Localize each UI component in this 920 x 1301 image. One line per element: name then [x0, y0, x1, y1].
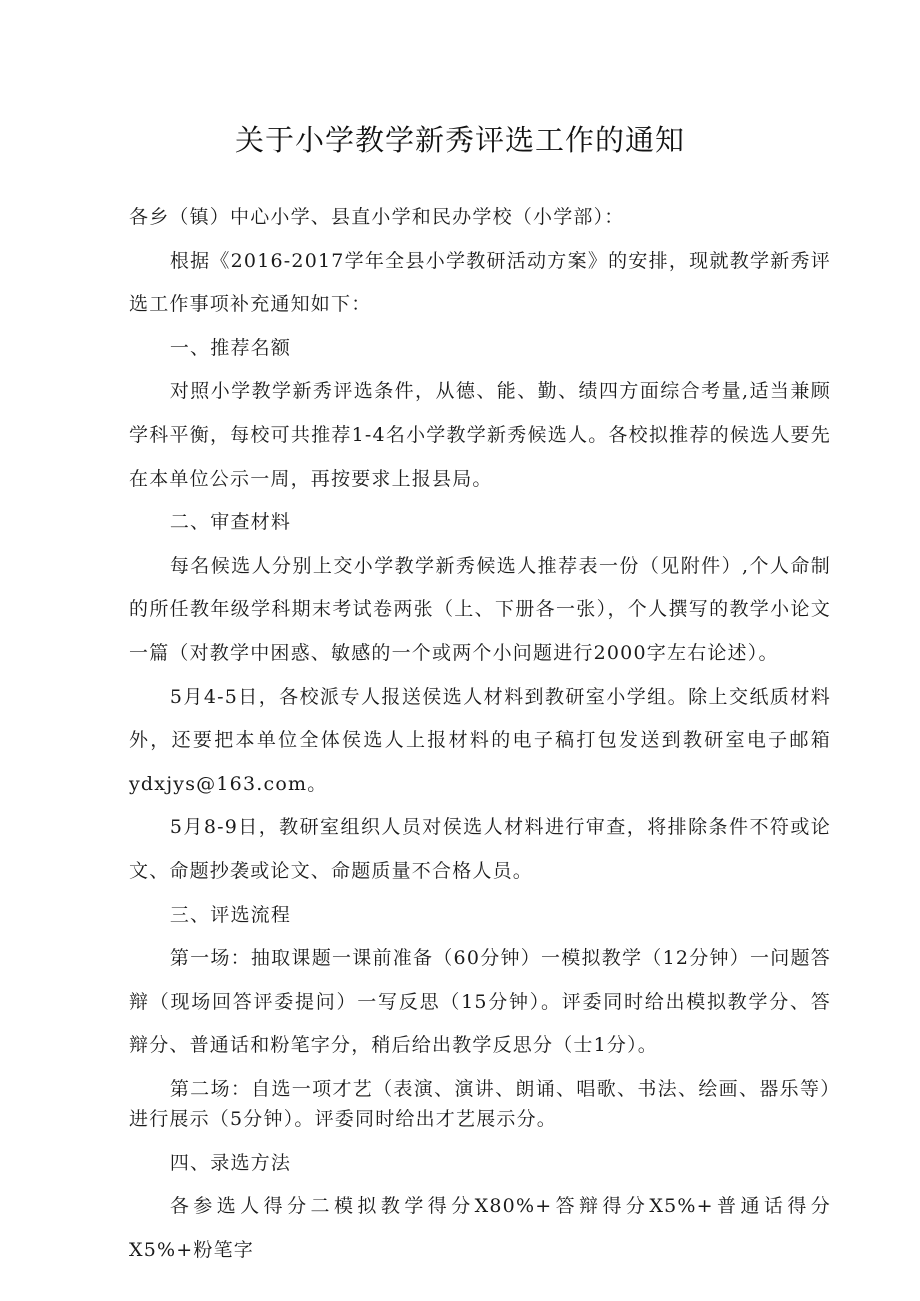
paragraph-round-two: 第二场：自选一项才艺（表演、演讲、朗诵、唱歌、书法、绘画、器乐等）进行展示（5分钟）。评委同时给出才艺展示分。: [129, 1077, 831, 1130]
section-heading-quota: 一、推荐名额: [169, 336, 292, 359]
paragraph-quota: 对照小学教学新秀评选条件，从德、能、勤、绩四方面综合考量,适当兼顾学科平衡，每校可共推荐1-4名小学教学新秀候选人。各校拟推荐的候选人要先在本单位公示一周，再按要求上报县局。: [129, 380, 831, 490]
paragraph-review: 5月8-9日，教研室组织人员对侯选人材料进行审查，将排除条件不符或论文、命题抄袭或论文、命题质量不合格人员。: [129, 816, 831, 882]
paragraph-scoring: 各参选人得分二模拟教学得分X80%+答辩得分X5%+普通话得分X5%+粉笔字: [129, 1195, 831, 1262]
section-heading-review: 二、审查材料: [169, 511, 292, 534]
document-title: 关于小学教学新秀评选工作的通知: [234, 123, 685, 157]
section-heading-selection: 四、录选方法: [169, 1151, 292, 1174]
paragraph-submission: 5月4-5日，各校派专人报送侯选人材料到教研室小学组。除上交纸质材料外，还要把本单位全体侯选人上报材料的电子稿打包发送到教研室电子邮箱ydxjys@163.com。: [129, 685, 831, 795]
intro-paragraph: 根据《2016-2017学年全县小学教研活动方案》的安排，现就教学新秀评选工作事项补充通知如下：: [129, 249, 831, 316]
salutation: 各乡（镇）中心小学、县直小学和民办学校（小学部）：: [129, 206, 625, 228]
document-body: [129, 196, 831, 1273]
paragraph-round-one: 第一场：抽取课题一课前准备（60分钟）一模拟教学（12分钟）一问题答辩（现场回答评委提问）一写反思（15分钟）。评委同时给出模拟教学分、答辩分、普通话和粉笔字分，稍后给出教学反思分（士1分）。: [129, 947, 831, 1057]
section-heading-process: 三、评选流程: [169, 903, 292, 926]
paragraph-materials: 每名候选人分别上交小学教学新秀候选人推荐表一份（见附件）,个人命制的所任教年级学科期末考试卷两张（上、下册各一张），个人撰写的教学小论文一篇（对教学中困惑、敏感的一个或两个小问题进行2000字左右论述）。: [129, 554, 831, 664]
